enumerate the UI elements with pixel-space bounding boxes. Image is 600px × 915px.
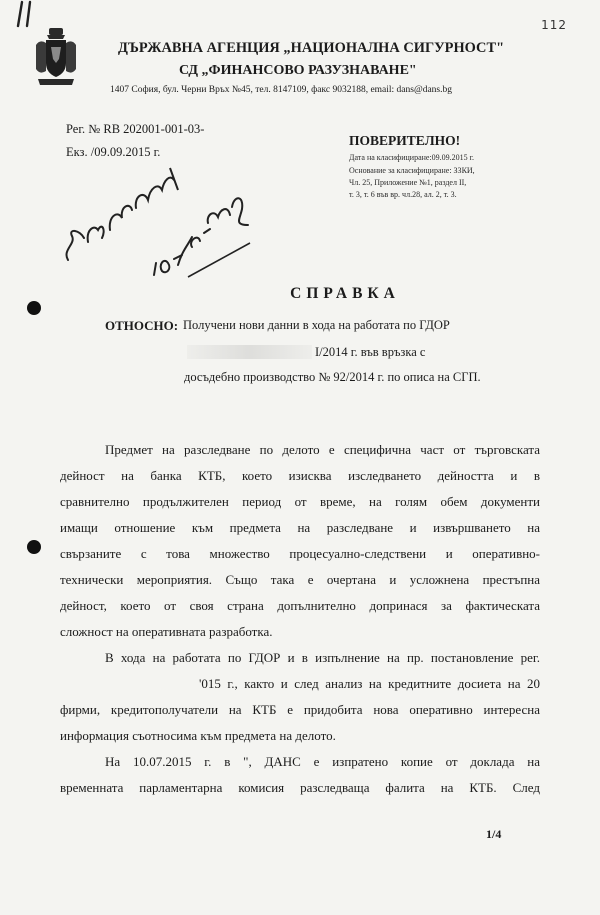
body-line: имащи отношение към предмета на разследване и извършването на [60,520,540,535]
body-line: свързаните с това множество процесуално-следствени и оперативно- [60,546,540,561]
agency-name: ДЪРЖАВНА АГЕНЦИЯ „НАЦИОНАЛНА СИГУРНОСТ" [118,40,505,56]
agency-emblem-icon [32,25,80,89]
body-line: технически мероприятия. Също така е очертана и усложнена престъпна [60,572,540,587]
subject-label: ОТНОСНО: [105,318,179,333]
copy-number: Екз. /09.09.2015 г. [66,145,161,159]
classification-basis: Основание за класифициране: ЗЗКИ, [349,166,475,175]
registration-number: Рег. № RB 202001-001-03- [66,122,205,136]
subject-line-2: I/2014 г. във връзка с [315,345,426,359]
document-title: СПРАВКА [290,285,400,302]
redacted-area [187,345,312,359]
corner-handwritten-mark [16,0,46,28]
classification-points: т. 3, т. 6 във вр. чл.28, ал. 2, т. 3. [349,190,457,199]
body-line: В хода на работата по ГДОР и в изпълнение на пр. постановление рег. [105,650,540,665]
punch-hole [27,301,41,315]
body-line: фирми, кредитополучатели на КТБ е придобита нова оперативно интересна [60,702,540,717]
directorate-name: СД „ФИНАНСОВО РАЗУЗНАВАНЕ" [179,63,417,78]
handwritten-date-scribble-icon [148,185,258,280]
handwritten-date [148,185,258,280]
body-line: На 10.07.2015 г. в ", ДАНС е изпратено копие от доклада на [105,754,540,769]
subject-line-3: досъдебно производство № 92/2014 г. по описа на СГП. [184,370,481,384]
body-line: временната парламентарна комисия разследваща фалита на КТБ. След [60,780,540,795]
body-line: Предмет на разследване по делото е специфична част от търговската [105,442,540,457]
classification-label: ПОВЕРИТЕЛНО! [349,133,461,148]
body-line: информация съотносима към предмета на делото. [60,728,336,743]
body-line: '015 г., както и след анализ на кредитните досиета на 20 [199,676,540,691]
subject-line-1: Получени нови данни в хода на работата по ГДОР [183,318,450,332]
body-line: сложност на оперативната разработка. [60,624,273,639]
agency-contact: 1407 София, бул. Черни Връх №45, тел. 8147109, факс 9032188, email: dans@dans.bg [110,85,453,95]
body-line: сравнително продължителен период от време, на голям обем документи [60,494,540,509]
page-counter: 112 [541,18,567,32]
body-line: дейност на банка КТБ, което изисква изследването дейността и в [60,468,540,483]
classification-article: Чл. 25, Приложение №1, раздел II, [349,178,467,187]
body-line: дейност, което от своя страна допълнително допринася за фактическата [60,598,540,613]
page-number: 1/4 [486,827,502,841]
classification-date: Дата на класифициране:09.09.2015 г. [349,153,475,162]
punch-hole [27,540,41,554]
